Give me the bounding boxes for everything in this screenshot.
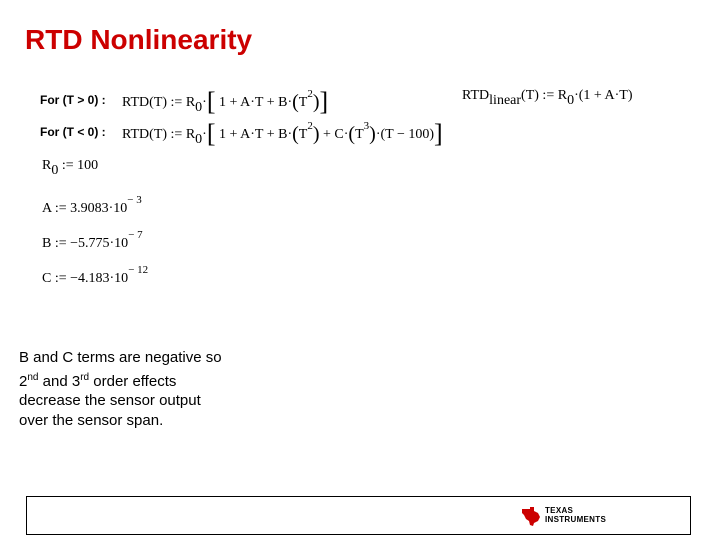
rtd-lhs: RTD(T) := <box>122 95 183 110</box>
plus: + <box>323 127 331 142</box>
rtd-equation-positive: RTD(T) := R0·[ $1 + A\cdot T + B\cdot(T^2)$] <box>122 87 329 116</box>
plus-a-t: + A·T + <box>229 95 275 110</box>
note-line-2 <box>19 368 269 392</box>
r0-assignment <box>42 158 98 179</box>
r0-value: := 100 <box>61 158 99 173</box>
r-symbol: R <box>557 88 568 103</box>
r-symbol: R <box>185 95 196 110</box>
b-value: := −5.775·10 <box>54 236 129 251</box>
t-symbol: T <box>298 95 308 110</box>
slide-title: RTD Nonlinearity <box>25 24 253 55</box>
c-dot: C· <box>334 127 349 142</box>
rtd-linear-lhs: RTD <box>462 88 490 103</box>
ti-wordmark-line2: INSTRUMENTS <box>545 515 607 524</box>
ti-wordmark-line1: TEXAS <box>545 506 574 515</box>
r-subscript: 0 <box>195 132 203 147</box>
note-line-4: over the sensor span. <box>19 411 164 429</box>
rtd-lhs: RTD(T) := <box>122 127 183 142</box>
explanation-note <box>19 348 269 430</box>
b-dot: B· <box>278 95 293 110</box>
b-exponent: − 7 <box>128 229 143 241</box>
note-sup-rd: rd <box>80 371 90 383</box>
linear-rhs: ·(1 + A·T) <box>574 88 633 103</box>
open-bracket: [ <box>206 119 216 148</box>
a-value: := 3.9083·10 <box>54 201 128 216</box>
exponent-2: 2 <box>307 120 313 132</box>
a-label: A <box>42 201 52 216</box>
texas-shape-icon <box>522 507 540 526</box>
linear-arg: (T) := <box>521 88 555 103</box>
note-ordinal-3: and 3 <box>38 372 81 390</box>
r-symbol: R <box>42 158 52 173</box>
a-assignment <box>42 194 142 217</box>
ti-wordmark <box>545 506 606 524</box>
open-bracket: [ <box>206 87 216 116</box>
b-dot: B· <box>278 127 293 142</box>
open-paren: ( <box>292 123 299 145</box>
r-subscript: 0 <box>195 100 203 115</box>
r-symbol: R <box>185 127 196 142</box>
close-paren: ) <box>369 123 376 145</box>
r-subscript: 0 <box>51 163 59 178</box>
one: 1 <box>219 127 227 142</box>
note-ordinal-2: 2 <box>19 372 28 390</box>
close-bracket: ] <box>319 87 329 116</box>
condition-positive: For (T > 0) : <box>40 93 106 107</box>
c-exponent: − 12 <box>128 264 149 276</box>
rtd-linear-equation <box>462 88 633 109</box>
condition-negative: For (T < 0) : <box>40 125 106 139</box>
t-symbol: T <box>298 127 308 142</box>
linear-subscript: linear <box>489 93 522 108</box>
c-label: C <box>42 271 52 286</box>
rtd-equation-negative: RTD(T) := R0·[ $1 + A\cdot T + B\cdot(T^2) + C\cdot(T^3)\cdot(T - 100)$] <box>122 119 443 148</box>
close-bracket: ] <box>434 119 443 148</box>
note-line-3: decrease the sensor output <box>19 392 201 409</box>
plus-a-t: + A·T + <box>229 127 275 142</box>
b-label: B <box>42 236 52 251</box>
open-paren: ( <box>348 123 356 145</box>
note-sup-nd: nd <box>27 371 39 383</box>
a-exponent: − 3 <box>127 194 142 206</box>
close-paren: ) <box>312 91 320 113</box>
exponent-2: 2 <box>307 88 313 100</box>
r-subscript: 0 <box>567 93 575 108</box>
c-assignment <box>42 264 148 287</box>
open-paren: ( <box>292 91 299 113</box>
exponent-3: 3 <box>363 120 370 132</box>
note-line-1: B and C terms are negative so <box>19 349 222 366</box>
t-symbol: T <box>355 127 364 142</box>
close-paren: ) <box>312 123 320 145</box>
times-t-minus-100: ·(T − 100) <box>375 127 435 142</box>
one: 1 <box>219 95 227 110</box>
c-value: := −4.183·10 <box>54 271 129 286</box>
note-order-effects: order effects <box>89 372 177 390</box>
b-assignment <box>42 229 143 252</box>
